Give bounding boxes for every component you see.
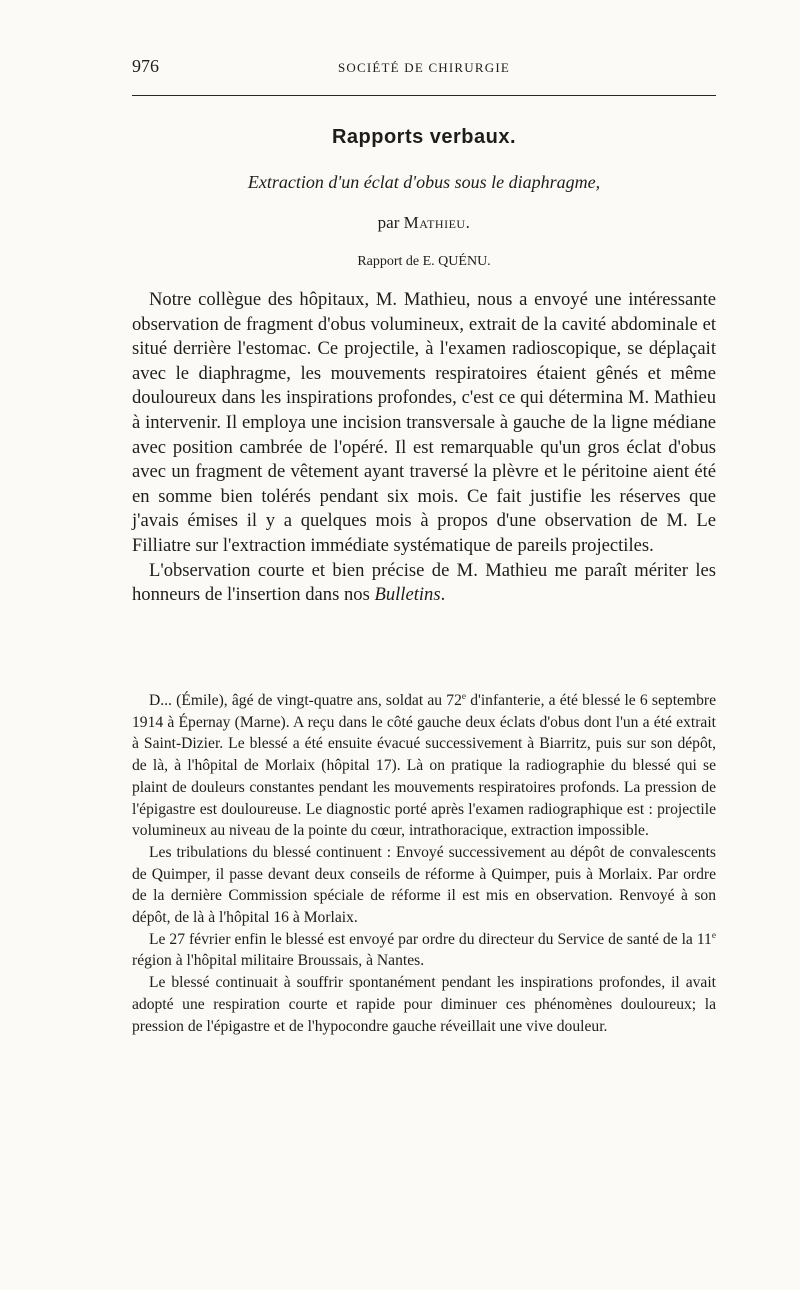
body-p2-end: . xyxy=(440,584,446,606)
author-line xyxy=(132,213,716,233)
body-paragraph-2 xyxy=(132,559,716,608)
section-title: Rapports verbaux. xyxy=(331,126,517,148)
obs-p1-sup: e xyxy=(461,691,467,702)
body-paragraph-1: Notre collègue des hôpitaux, M. Mathieu, nous a envoyé une intéressante observation de fragment d'obus volumineux, extrait de la cavité abdominale et situé derrière l'estomac. Ce projectile, à l'examen radioscopique, se déplaçait avec le diaphragme, les mouvements respiratoires étaient gênés et même douloureux dans les inspirations profondes, c'est ce qui détermina M. Mathieu à intervenir. Il employa une incision transversale à gauche de la ligne médiane avec position cambrée de l'opéré. Il est remarquable qu'un gros éclat d'obus avec un fragment de vêtement ayant traversé la plèvre et le péritoine aient été en somme bien tolérés pendant six mois. Ce fait justifie les réserves que j'avais émises il y a quelques mois à propos d'une observation de M. Le Filliatre sur l'extraction immédiate systématique de pareils projectiles. xyxy=(132,289,716,556)
observation-paragraph-4: Le blessé continuait à souffrir spontanément pendant les inspirations profondes, il avait adopté une respiration courte et rapide pour diminuer ces phénomènes douloureux; la pression de l'épigastre et de l'hypocondre gauche réveillait une vive douleur. xyxy=(132,974,716,1035)
obs-p1-b: d'infanterie, a été blessé le 6 septembre 1914 à Épernay (Marne). A reçu dans le côté gauche deux éclats d'obus dont l'un a été extrait à Saint-Dizier. Le blessé a été ensuite évacué successivement à Biarritz, puis sur son dépôt, de là, à l'hôpital de Morlaix (hôpital 17). Là on pratique la radiographie du blessé qui se plaint de douleurs constantes pendant les mouvements respiratoires profonds. La pression de l'épigastre est douloureuse. Le diagnostic porté après l'examen radiographique est : projectile volumineux au niveau de la pointe du cœur, intrathoracique, extraction impossible. xyxy=(132,692,716,840)
author-name: Mathieu. xyxy=(403,213,471,232)
page-number: 976 xyxy=(132,56,159,76)
obs-p1-a: D... (Émile), âgé de vingt-quatre ans, soldat au 72 xyxy=(149,692,462,709)
page-header xyxy=(132,56,716,86)
obs-p3-sup: e xyxy=(711,930,716,941)
observation-body xyxy=(132,690,716,1037)
obs-p3-a: Le 27 février enfin le blessé est envoyé par ordre du directeur du Service de santé de la 11 xyxy=(149,930,712,948)
report-body xyxy=(132,288,716,608)
observation-paragraph-3 xyxy=(132,929,716,972)
header-rule xyxy=(132,95,716,96)
running-title: SOCIÉTÉ DE CHIRURGIE xyxy=(337,60,511,75)
report-byline: Rapport de E. QUÉNU. xyxy=(357,254,491,269)
bulletins-italic: Bulletins xyxy=(374,584,441,606)
body-p2-text: L'observation courte et bien précise de M. Mathieu me paraît mériter les honneurs de l'insertion dans nos xyxy=(132,559,716,606)
article-title: Extraction d'un éclat d'obus sous le diaphragme, xyxy=(247,172,601,192)
observation-paragraph-2: Les tribulations du blessé continuent : Envoyé successivement au dépôt de convalescents de Quimper, il passe devant deux conseils de réforme à Quimper, puis à Morlaix. Par ordre de la dernière Commission spéciale de réforme il est mis en observation. Renvoyé à son dépôt, de là à l'hôpital 16 à Morlaix. xyxy=(132,843,716,927)
observation-paragraph-1 xyxy=(132,690,716,842)
obs-p3-b: région à l'hôpital militaire Broussais, à Nantes. xyxy=(132,952,425,970)
by-label: par xyxy=(377,213,400,232)
